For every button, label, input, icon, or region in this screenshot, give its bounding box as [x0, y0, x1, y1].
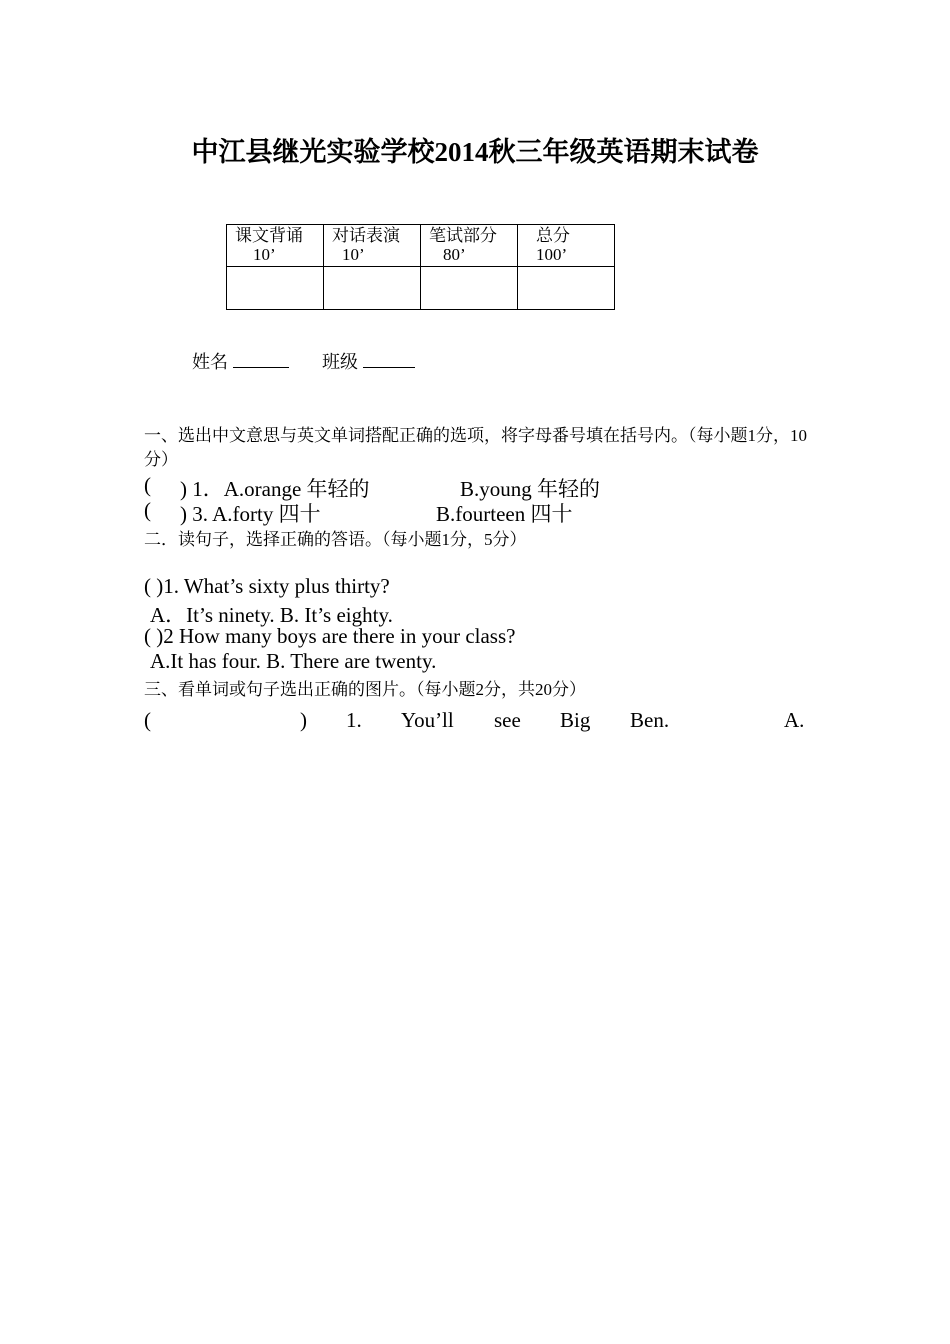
score-cell-written[interactable] — [421, 267, 518, 310]
section1-q3-paren[interactable]: ( — [144, 498, 151, 522]
section2-q1-question: ( )1. What’s sixty plus thirty? — [144, 574, 390, 598]
section1-q3-option-b: B.fourteen 四十 — [436, 502, 573, 526]
score-header-label: 对话表演 — [332, 226, 400, 245]
section2-q1-answers: A．It’s ninety. B. It’s eighty. — [150, 603, 393, 627]
section1-q1-option-b: B.young 年轻的 — [460, 477, 601, 501]
section3-q1-open-paren[interactable]: ( — [144, 708, 151, 732]
section3-q1-word: see — [494, 708, 521, 732]
score-cell-total[interactable] — [518, 267, 615, 310]
section3-q1-word: Ben. — [630, 708, 670, 732]
score-header-label: 总分 — [536, 226, 570, 245]
section1-heading: 一、选出中文意思与英文单词搭配正确的选项，将字母番号填在括号内。（每小题1分，10分） — [144, 426, 807, 469]
score-header-recitation — [227, 225, 324, 267]
score-cell-dialogue[interactable] — [324, 267, 421, 310]
section3-q1-word: You’ll — [401, 708, 454, 732]
score-table — [226, 224, 615, 310]
score-header-points: 10’ — [253, 245, 276, 264]
score-header-label: 课文背诵 — [235, 226, 303, 245]
score-header-total — [518, 225, 615, 267]
section3-heading: 三、看单词或句子选出正确的图片。（每小题2分，共20分） — [144, 680, 586, 699]
section1-q1-option-a: ) 1．A.orange 年轻的 — [180, 477, 370, 501]
name-field — [192, 348, 289, 374]
name-blank[interactable] — [233, 353, 289, 368]
section2-q2-answers: A.It has four. B. There are twenty. — [150, 649, 437, 673]
score-header-points: 80’ — [443, 245, 466, 264]
class-blank[interactable] — [363, 353, 415, 368]
score-header-points: 100’ — [536, 245, 568, 264]
section1-q1-paren[interactable]: ( — [144, 473, 151, 497]
section3-q1-close-paren: ) — [300, 708, 307, 732]
section2-q2-question: ( )2 How many boys are there in your class? — [144, 624, 516, 648]
section3-q1-option-a: A. — [784, 708, 805, 732]
section3-q1-word: Big — [560, 708, 591, 732]
class-label: 班级 — [322, 352, 358, 372]
class-field — [322, 348, 415, 374]
score-header-written — [421, 225, 518, 267]
section2-heading: 二．读句子，选择正确的答语。（每小题1分，5分） — [144, 530, 527, 549]
score-header-points: 10’ — [342, 245, 365, 264]
section3-q1-number: 1. — [346, 708, 362, 732]
score-cell-recitation[interactable] — [227, 267, 324, 310]
name-label: 姓名 — [192, 352, 228, 372]
score-header-dialogue — [324, 225, 421, 267]
page-title: 中江县继光实验学校2014秋三年级英语期末试卷 — [191, 137, 759, 167]
section1-q3-option-a: ) 3. A.forty 四十 — [180, 502, 321, 526]
score-header-label: 笔试部分 — [429, 226, 497, 245]
